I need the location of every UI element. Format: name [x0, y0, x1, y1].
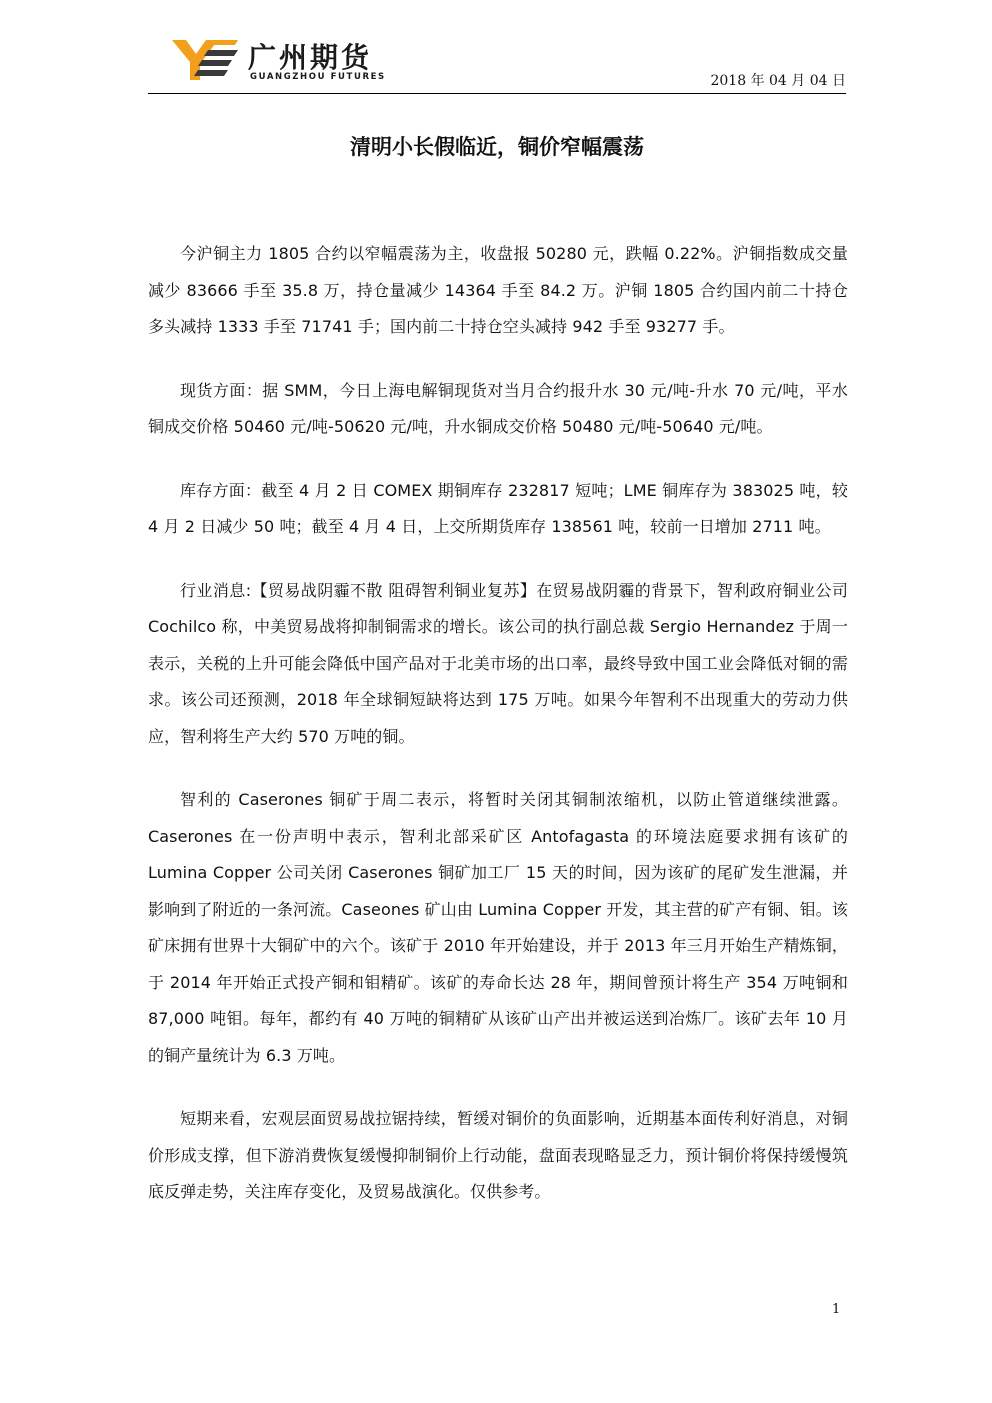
- paragraph-inventory: 库存方面：截至 4 月 2 日 COMEX 期铜库存 232817 短吨；LME 铜库存为 383025 吨，较 4 月 2 日减少 50 吨；截至 4 月 4 日，上交所期货库存 138561 吨，较前一日增加 2711 吨。: [148, 480, 848, 536]
- document-title: 清明小长假临近，铜价窄幅震荡: [350, 135, 644, 159]
- paragraph-caserones: 智利的 Caserones 铜矿于周二表示，将暂时关闭其铜制浓缩机，以防止管道继续泄露。Caserones 在一份声明中表示，智利北部采矿区 Antofagasta 的环境法庭要求拥有该矿的 Lumina Copper 公司关闭 Caserones 铜矿加工厂 15 天的时间，因为该矿的尾矿发生泄漏，并影响到了附近的一条河流。Caseones 矿山由 Lumina Copper 开发，其主营的矿产有铜、钼。该矿床拥有世界十大铜矿中的六个。该矿于 2010 年开始建设，并于 2013 年三月开始生产精炼铜，于 2014 年开始正式投产铜和钼精矿。该矿的寿命长达 28 年，期间曾预计将生产 354 万吨铜和 87,000 吨钼。每年，都约有 40 万吨的铜精矿从该矿山产出并被运送到冶炼厂。该矿去年 10 月的铜产量统计为 6.3 万吨。: [148, 790, 848, 1065]
- document-body: [148, 236, 848, 1238]
- company-logo: [172, 36, 386, 86]
- page-number: 1: [832, 1302, 841, 1317]
- paragraph-industry-news: 行业消息:【贸易战阴霾不散 阻碍智利铜业复苏】在贸易战阴霾的背景下，智利政府铜业公司 Cochilco 称，中美贸易战将抑制铜需求的增长。该公司的执行副总裁 Sergio Hernandez 于周一表示，关税的上升可能会降低中国产品对于北美市场的出口率，最终导致中国工业会降低对铜的需求。该公司还预测，2018 年全球铜短缺将达到 175 万吨。如果今年智利不出现重大的劳动力供应，智利将生产大约 570 万吨的铜。: [148, 580, 848, 746]
- logo-english-name: GUANGZHOU FUTURES: [250, 72, 386, 82]
- paragraph-market-summary: 今沪铜主力 1805 合约以窄幅震荡为主，收盘报 50280 元，跌幅 0.22%。沪铜指数成交量减少 83666 手至 35.8 万，持仓量减少 14364 手至 84.2 万。沪铜 1805 合约国内前二十持仓多头减持 1333 手至 71741 手；国内前二十持仓空头减持 942 手至 93277 手。: [148, 244, 848, 336]
- paragraph-outlook: 短期来看，宏观层面贸易战拉锯持续，暂缓对铜价的负面影响，近期基本面传利好消息，对铜价形成支撑，但下游消费恢复缓慢抑制铜价上行动能，盘面表现略显乏力，预计铜价将保持缓慢筑底反弹走势，关注库存变化，及贸易战演化。仅供参考。: [148, 1109, 848, 1201]
- report-date: 2018 年 04 月 04 日: [710, 73, 846, 89]
- page-header: [148, 30, 846, 94]
- logo-chinese-name: 广州期货: [248, 41, 373, 74]
- paragraph-spot: 现货方面：据 SMM，今日上海电解铜现货对当月合约报升水 30 元/吨-升水 70 元/吨，平水铜成交价格 50460 元/吨-50620 元/吨，升水铜成交价格 50480 元/吨-50640 元/吨。: [148, 380, 848, 436]
- header-divider: [148, 93, 846, 94]
- yf-logo-icon: [172, 40, 238, 80]
